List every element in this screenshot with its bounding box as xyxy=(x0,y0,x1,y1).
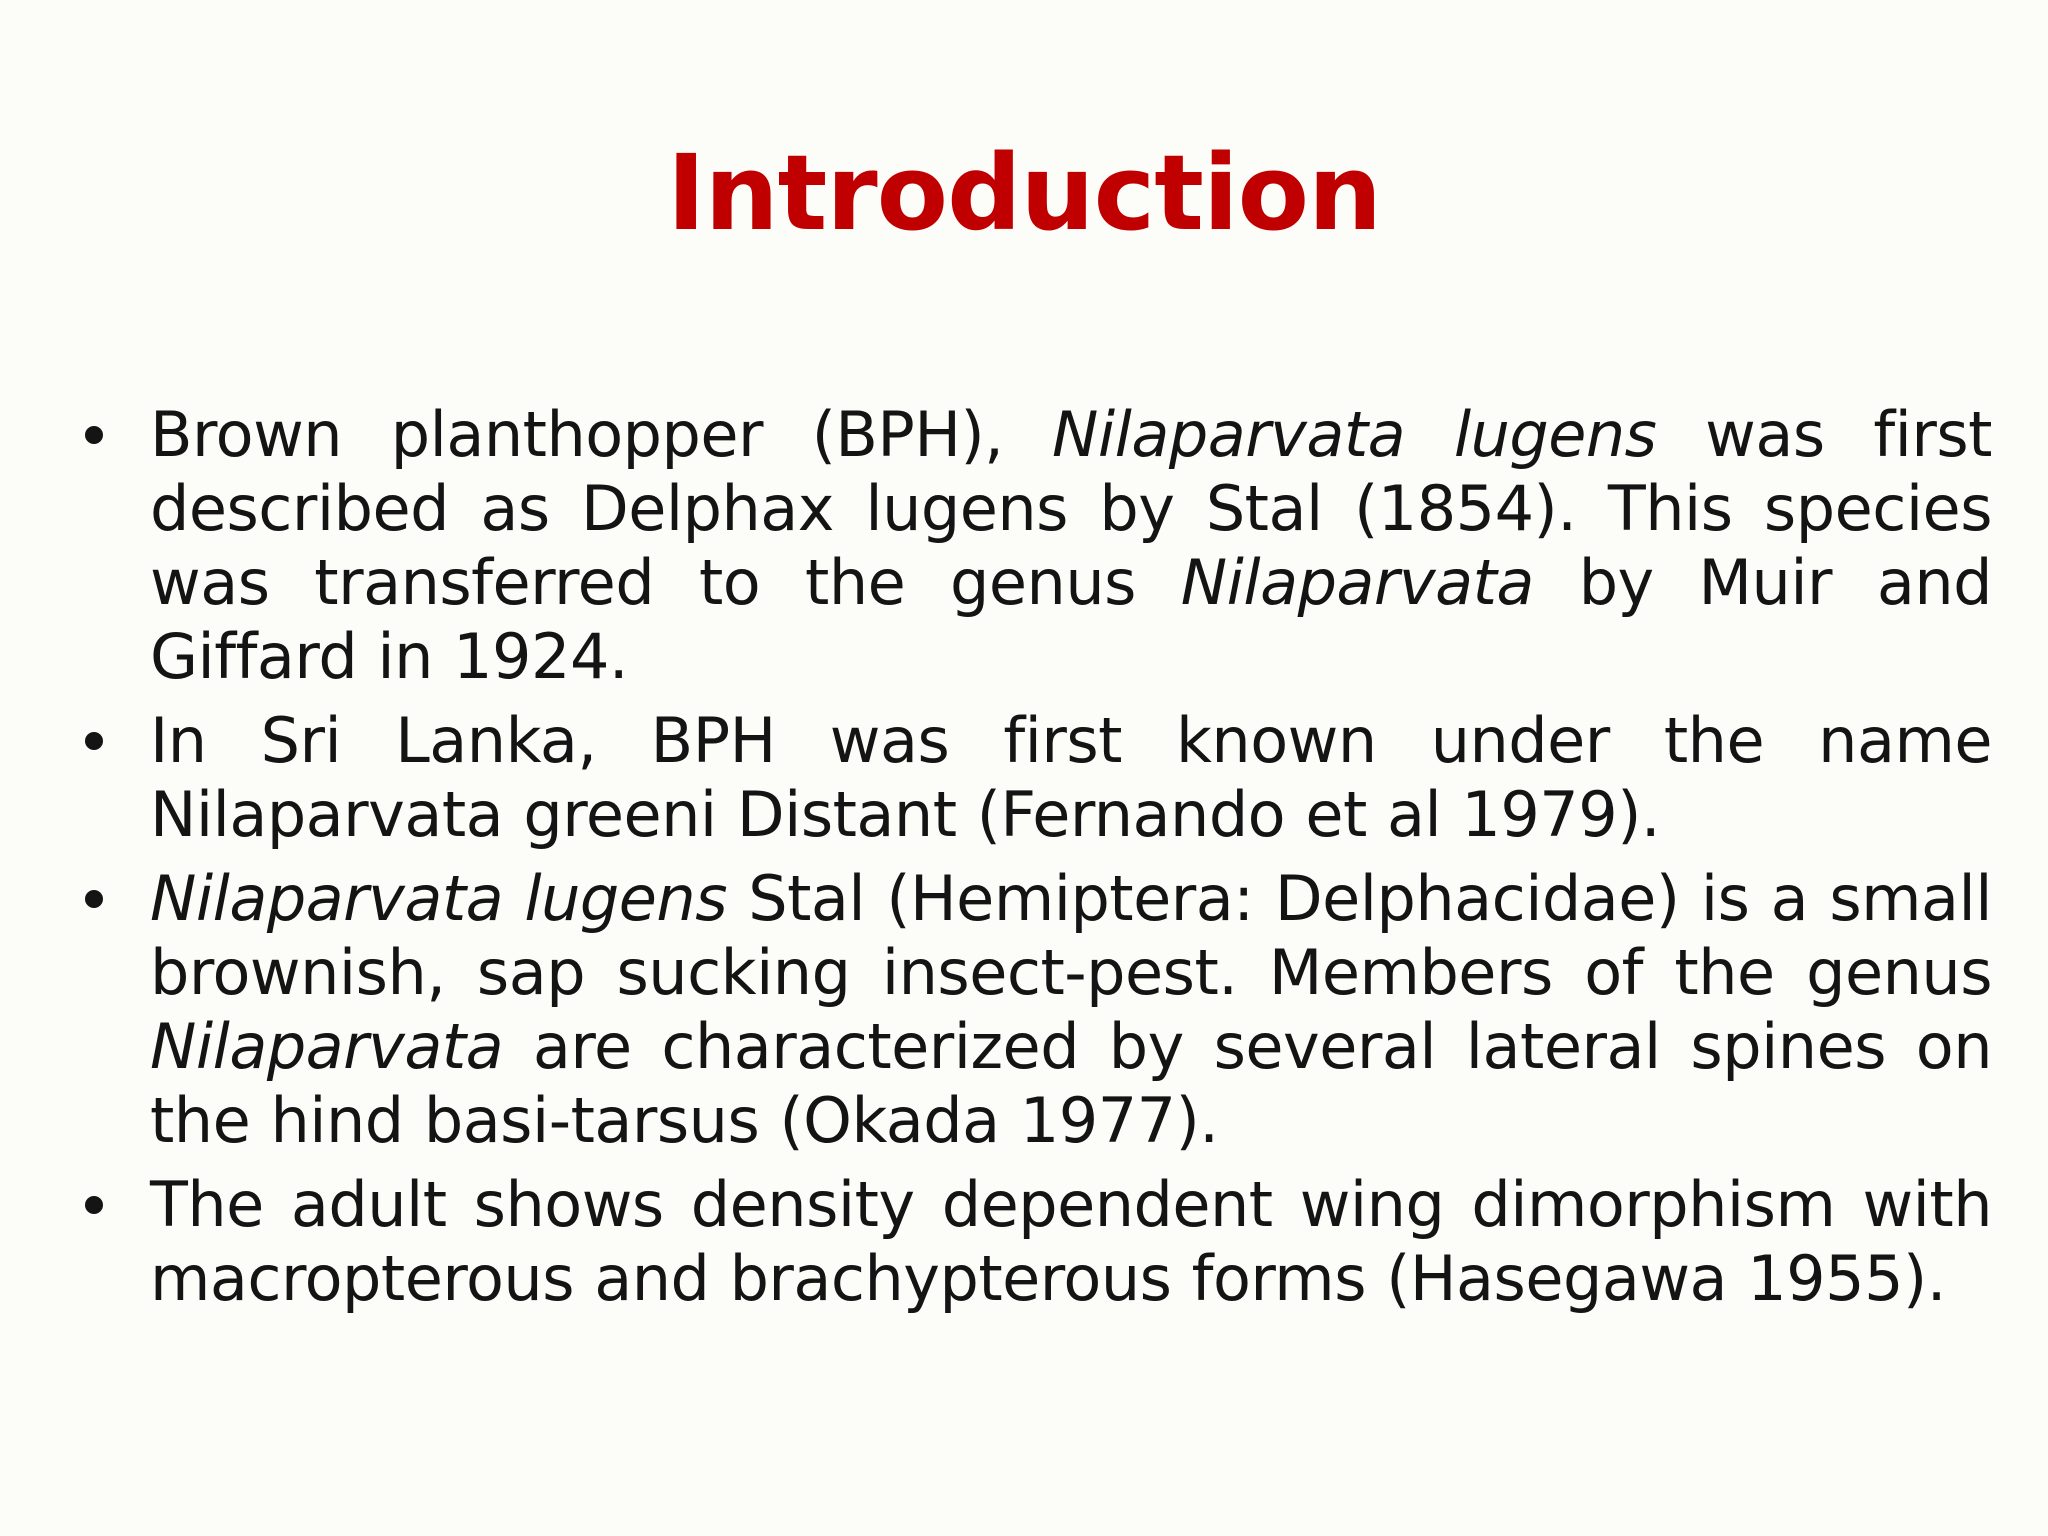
bullet-text: Brown planthopper (BPH), xyxy=(150,398,1053,471)
bullet-item xyxy=(70,862,1992,1158)
bullet-item xyxy=(70,1168,1992,1316)
bullet-dot-icon xyxy=(74,862,114,936)
bullet-text: was first described as Delphax lugens by Stal (1854). This species was transferred to the genus xyxy=(150,398,1992,619)
bullet-dot-icon xyxy=(74,704,114,778)
bullet-list xyxy=(70,398,1992,1326)
bullet-text: Stal (Hemiptera: Delphacidae) is a small brownish, sap sucking insect-pest. Members of the genus xyxy=(150,862,1992,1009)
bullet-dot-icon xyxy=(74,1168,114,1242)
slide-title: Introduction xyxy=(666,132,1382,254)
bullet-dot-icon xyxy=(74,398,114,472)
bullet-text-italic: Nilaparvata xyxy=(150,1010,504,1083)
bullet-text-italic: Nilaparvata lugens xyxy=(1052,398,1657,471)
bullet-text: The adult shows density dependent wing dimorphism with macropterous and brachypterous forms (Hasegawa 1955). xyxy=(150,1168,1992,1315)
bullet-item xyxy=(70,398,1992,694)
bullet-text: by Muir and Giffard in 1924. xyxy=(150,546,1992,693)
bullet-text-italic: Nilaparvata xyxy=(1180,546,1534,619)
bullet-text: In Sri Lanka, BPH was first known under the name Nilaparvata greeni Distant (Fernando et al 1979). xyxy=(150,704,1992,851)
bullet-text: are characterized by several lateral spines on the hind basi-tarsus (Okada 1977). xyxy=(150,1010,1992,1157)
bullet-text-italic: Nilaparvata lugens xyxy=(150,862,728,935)
bullet-item xyxy=(70,704,1992,852)
